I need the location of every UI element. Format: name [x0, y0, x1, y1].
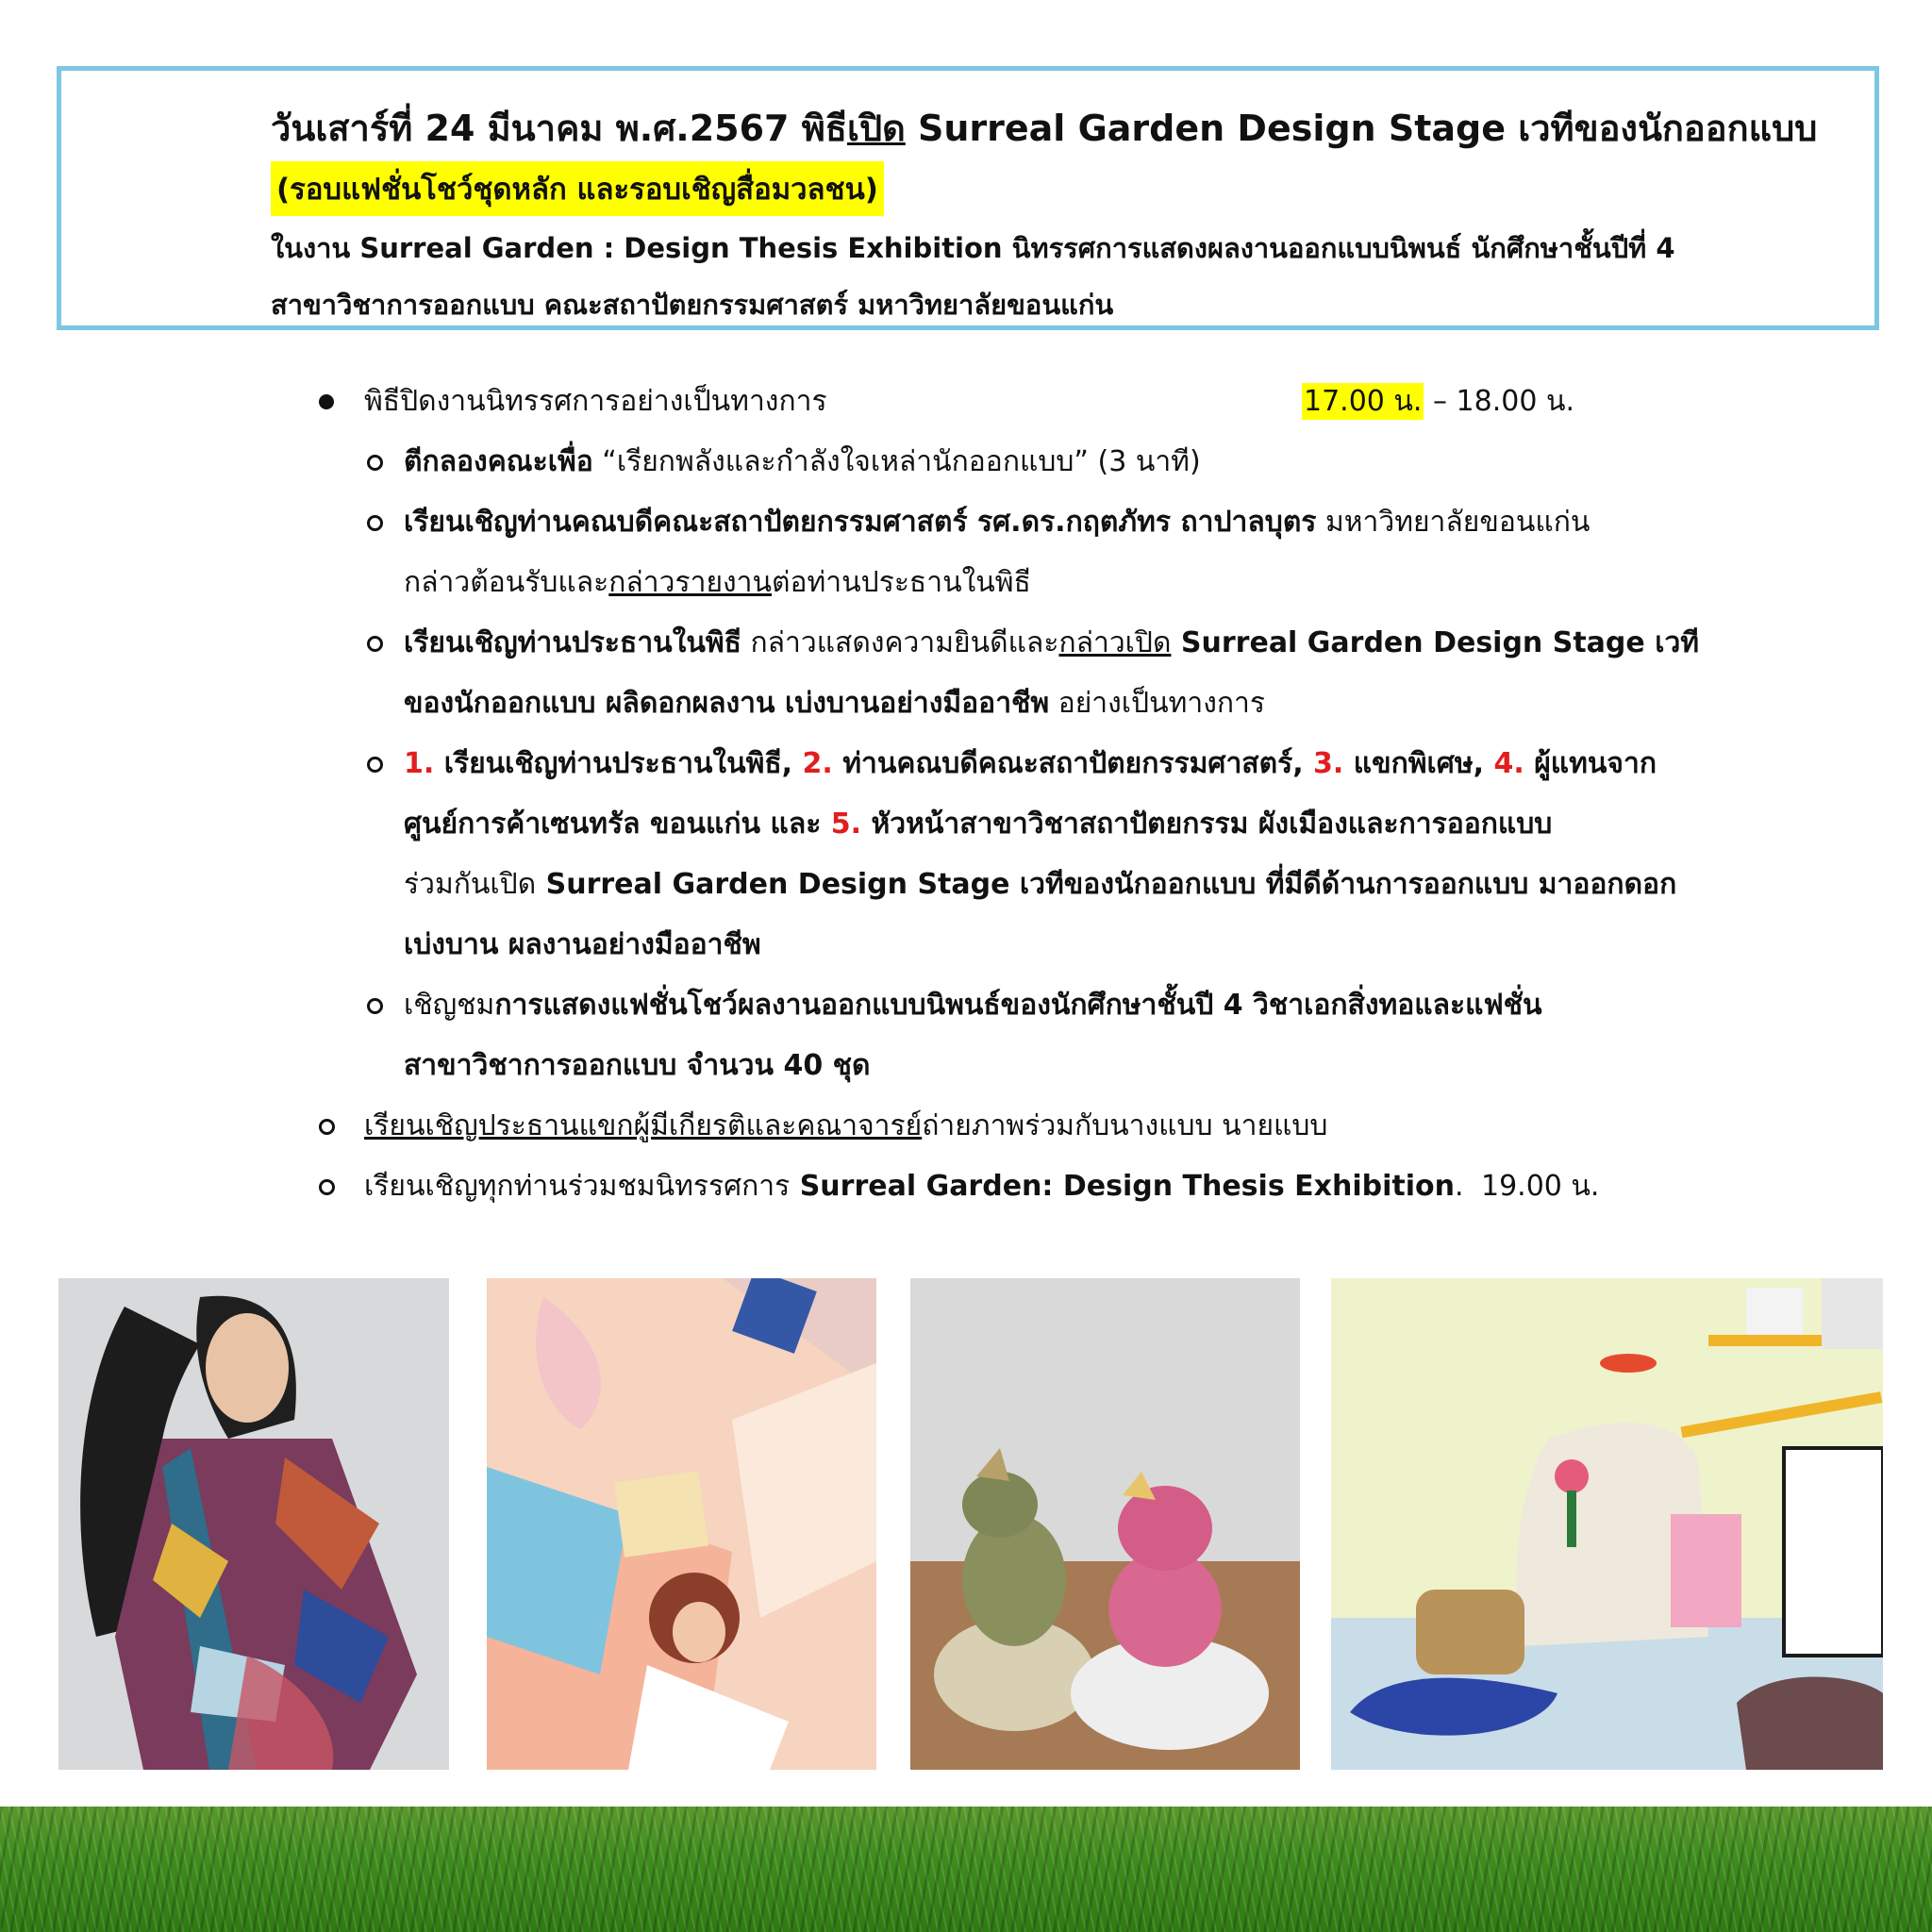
header-event-line: ในงาน Surreal Garden : Design Thesis Exhibition นิทรรศการแสดงผลงานออกแบบนิพนธ์ นักศึกษาชั้นปีที่ 4 [271, 232, 1675, 264]
header-subtitle: (รอบแฟชั่นโชว์ชุดหลัก และรอบเชิญสื่อมวลชน) [271, 161, 884, 216]
agenda-sub-chair: เรียนเชิญท่านประธานในพิธี กล่าวแสดงความยินดีและกล่าวเปิด Surreal Garden Design Stage เวที [404, 626, 1700, 659]
agenda-sub-dean: เรียนเชิญท่านคณบดีคณะสถาปัตยกรรมศาสตร์ รศ.ดร.กฤตภัทร ถาปาลบุตร มหาวิทยาลัยขอนแก่น [404, 506, 1591, 539]
illustrated-book-photo [487, 1278, 876, 1770]
header-box [57, 66, 1879, 330]
sub-bullet-icon [367, 636, 383, 652]
agenda-sub-opening-line4: เบ่งบาน ผลงานอย่างมืออาชีพ [404, 928, 761, 961]
agenda-sub-drum: ตีกลองคณะเพื่อ “เรียกพลังและกำลังใจเหล่านักออกแบบ” (3 นาที) [404, 445, 1201, 478]
sub-bullet-icon [319, 1179, 335, 1195]
agenda-sub-fashion-show: เชิญชมการแสดงแฟชั่นโชว์ผลงานออกแบบนิพนธ์ของนักศึกษาชั้นปี 4 วิชาเอกสิ่งทอและแฟชั่น [404, 989, 1542, 1022]
sub-bullet-icon [367, 455, 383, 471]
agenda-item-exhibition: เรียนเชิญทุกท่านร่วมชมนิทรรศการ Surreal Garden: Design Thesis Exhibition. [364, 1170, 1464, 1203]
grass-strip [0, 1807, 1932, 1932]
ceramic-figurines-photo [910, 1278, 1300, 1770]
agenda-main-time: 17.00 น. – 18.00 น. [1304, 385, 1575, 418]
agenda-sub-opening-line2: ศูนย์การค้าเซนทรัล ขอนแก่น และ 5. หัวหน้าสาขาวิชาสถาปัตยกรรม ผังเมืองและการออกแบบ [404, 808, 1553, 841]
sub-bullet-icon [319, 1119, 335, 1135]
agenda-sub-chair-line2: ของนักออกแบบ ผลิดอกผลงาน เบ่งบานอย่างมืออาชีพ อย่างเป็นทางการ [404, 687, 1265, 720]
agenda-main-item: พิธีปิดงานนิทรรศการอย่างเป็นทางการ [364, 385, 827, 418]
agenda-item-photo: เรียนเชิญประธานแขกผู้มีเกียรติและคณาจารย์ถ่ายภาพร่วมกับนางแบบ นายแบบ [364, 1109, 1328, 1142]
sub-bullet-icon [367, 757, 383, 773]
sub-bullet-icon [367, 515, 383, 531]
header-department-line: สาขาวิชาการออกแบบ คณะสถาปัตยกรรมศาสตร์ มหาวิทยาลัยขอนแก่น [271, 289, 1114, 321]
agenda-sub-dean-line2: กล่าวต้อนรับและกล่าวรายงานต่อท่านประธานในพิธี [404, 566, 1031, 599]
fashion-model-photo [58, 1278, 449, 1770]
sub-bullet-icon [367, 998, 383, 1014]
agenda-sub-opening: 1. เรียนเชิญท่านประธานในพิธี, 2. ท่านคณบดีคณะสถาปัตยกรรมศาสตร์, 3. แขกพิเศษ, 4. ผู้แทนจาก [404, 747, 1657, 780]
agenda-sub-opening-line3: ร่วมกันเปิด Surreal Garden Design Stage เวทีของนักออกแบบ ที่มีดีด้านการออกแบบ มาออกดอก [404, 868, 1677, 901]
interior-furniture-photo [1331, 1278, 1883, 1770]
header-title: วันเสาร์ที่ 24 มีนาคม พ.ศ.2567 พิธีเปิด Surreal Garden Design Stage เวทีของนักออกแบบ [271, 108, 1818, 149]
agenda-sub-fashion-show-line2: สาขาวิชาการออกแบบ จำนวน 40 ชุด [404, 1049, 871, 1082]
bullet-dot-icon [319, 394, 334, 409]
agenda-item-exhibition-time: 19.00 น. [1481, 1170, 1600, 1203]
